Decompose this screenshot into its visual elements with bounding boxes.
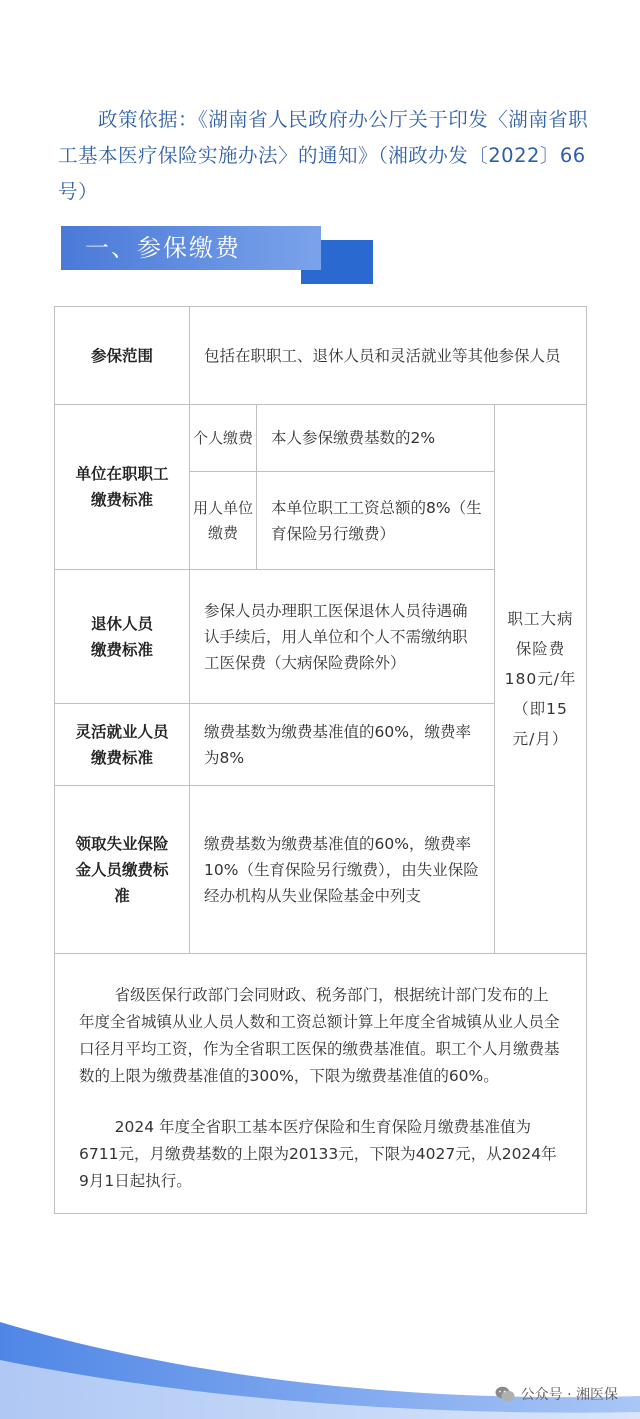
retired-content: 参保人员办理职工医保退休人员待遇确认手续后，用人单位和个人不需缴纳职工医保费（大病保险费除外） <box>190 570 495 704</box>
employed-label: 单位在职职工缴费标准 <box>55 405 190 570</box>
policy-basis: 政策依据：《湖南省人民政府办公厅关于印发〈湖南省职工基本医疗保险实施办法〉的通知》（湘政办发〔2022〕66号） <box>58 108 589 203</box>
individual-value: 本人参保缴费基数的2% <box>257 405 495 472</box>
contribution-table <box>54 306 587 1214</box>
note-paragraph: 省级医保行政部门会同财政、税务部门，根据统计部门发布的上年度全省城镇从业人员人数和工资总额计算上年度全省城镇从业人员全口径月平均工资，作为全省职工医保的缴费基准值。职工个人月缴费基数的上限为缴费基准值的300%，下限为缴费基准值的60%。 <box>79 986 560 1085</box>
retired-label: 退休人员缴费标准 <box>55 570 190 704</box>
section-title: 一、参保缴费 <box>61 226 321 270</box>
table-row <box>55 954 587 1214</box>
table-row <box>55 405 587 472</box>
flexible-label: 灵活就业人员缴费标准 <box>55 704 190 786</box>
scope-content: 包括在职职工、退休人员和灵活就业等其他参保人员 <box>190 307 587 405</box>
employer-value: 本单位职工工资总额的8%（生育保险另行缴费） <box>257 472 495 570</box>
wechat-account <box>495 1384 618 1404</box>
critical-illness-note: 职工大病保险费180元/年（即15元/月） <box>495 405 587 954</box>
account-name: 公众号 · 湘医保 <box>520 1387 618 1403</box>
employer-label: 用人单位缴费 <box>190 472 257 570</box>
table-row <box>55 307 587 405</box>
individual-label: 个人缴费 <box>190 405 257 472</box>
scope-label: 参保范围 <box>55 307 190 405</box>
note-paragraph: 2024 年度全省职工基本医疗保险和生育保险月缴费基准值为6711元，月缴费基数的上限为20133元，下限为4027元，从2024年9月1日起执行。 <box>79 1118 557 1190</box>
flexible-content: 缴费基数为缴费基准值的60%，缴费率为8% <box>190 704 495 786</box>
notes-cell <box>55 954 587 1214</box>
unemployed-label: 领取失业保险金人员缴费标准 <box>55 786 190 954</box>
unemployed-content: 缴费基数为缴费基准值的60%，缴费率10%（生育保险另行缴费），由失业保险经办机构从失业保险基金中列支 <box>190 786 495 954</box>
wechat-icon <box>495 1386 515 1402</box>
